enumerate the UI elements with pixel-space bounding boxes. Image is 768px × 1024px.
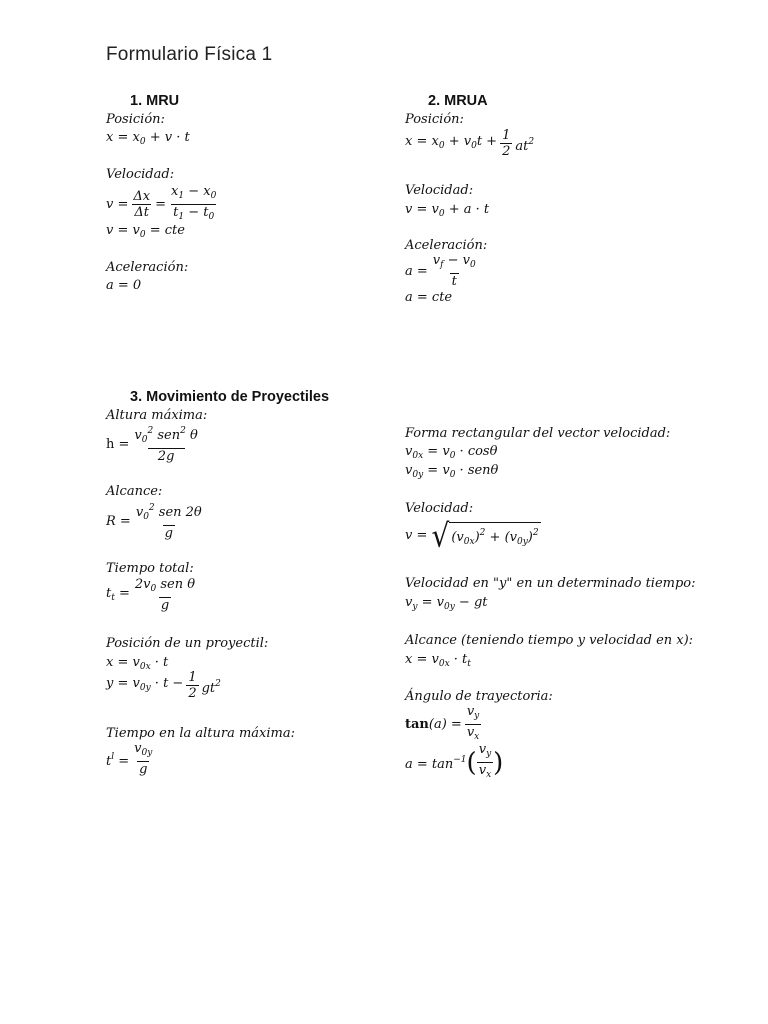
mru-velocity-label: Velocidad: bbox=[106, 167, 175, 182]
angulo-arctan-formula: $a = \tan^{-1}$ ( $\frac{v_y}{v_x}$ ) bbox=[405, 742, 503, 783]
mru-acceleration-formula: a = 0 bbox=[106, 278, 142, 293]
alcance-formula: R = $\frac{v_0^2 sen 2\theta}{g}$ bbox=[106, 503, 202, 541]
alcance-tv-label: Alcance (teniendo tiempo y velocidad en x): bbox=[405, 633, 694, 648]
mrua-velocity-formula: $v = v_0 + a \cdot t$ bbox=[405, 202, 490, 219]
velocidad-y-label: Velocidad en "y" en un determinado tiempo: bbox=[405, 576, 696, 591]
angulo-label: Ángulo de trayectoria: bbox=[405, 689, 553, 704]
altura-maxima-formula: h = $\frac{v_0^2 sen^2 \theta}{2g}$ bbox=[106, 426, 198, 464]
tiempo-total-label: Tiempo total: bbox=[106, 561, 194, 576]
alcance-label: Alcance: bbox=[106, 484, 163, 499]
mrua-acceleration-cte: a = cte bbox=[405, 290, 453, 305]
mrua-position-formula: $x = x_0 + v_0t$ + $\frac{1}{2}$ $at^2$ bbox=[405, 128, 535, 159]
mru-position-formula: $x = x_0 + v \cdot t$ bbox=[106, 130, 190, 147]
velocidad-label: Velocidad: bbox=[405, 501, 474, 516]
mru-position-label: Posición: bbox=[106, 112, 165, 127]
posicion-proyectil-x: $x = v_{0x} \cdot t$ bbox=[106, 655, 169, 672]
document-title: Formulario Física 1 bbox=[106, 44, 273, 65]
velocidad-formula: v = √ $(v_{0x})^2 + (v_{0y})^2$ bbox=[405, 516, 539, 555]
alcance-tv-formula: $x = v_{0x} \cdot t_t$ bbox=[405, 652, 471, 669]
velocidad-y-formula: $v_y = v_{0y}$ − gt bbox=[405, 595, 488, 612]
angulo-tan-formula: tan (a) = $\frac{v_y}{v_x}$ bbox=[405, 704, 484, 745]
section-heading-proyectiles: 3. Movimiento de Proyectiles bbox=[130, 389, 330, 405]
mru-velocity-cte: $v = v_0$ = cte bbox=[106, 223, 185, 240]
mrua-velocity-label: Velocidad: bbox=[405, 183, 474, 198]
posicion-proyectil-y: $y = v_{0y} \cdot t$ − $\frac{1}{2}$ $gt^2$ bbox=[106, 670, 221, 701]
altura-maxima-label: Altura máxima: bbox=[106, 408, 208, 423]
section-heading-mrua: 2. MRUA bbox=[428, 93, 488, 109]
forma-rectangular-label: Forma rectangular del vector velocidad: bbox=[405, 426, 671, 441]
section-heading-mru: 1. MRU bbox=[130, 93, 180, 109]
mrua-acceleration-label: Aceleración: bbox=[405, 238, 488, 253]
tiempo-total-formula: $t_t$ = $\frac{2v_0 sen \theta}{g}$ bbox=[106, 577, 196, 613]
mru-acceleration-label: Aceleración: bbox=[106, 260, 189, 275]
tiempo-altura-label: Tiempo en la altura máxima: bbox=[106, 726, 295, 741]
forma-rectangular-vy: $v_{0y} = v_0 \cdot sen\theta$ bbox=[405, 463, 499, 480]
mru-velocity-formula: v = $\frac{\Delta x}{\Delta t}$ = $\frac{x_1 - x_0}{t_1 - t_0}$ bbox=[106, 184, 221, 225]
mrua-position-label: Posición: bbox=[405, 112, 464, 127]
mrua-acceleration-formula: a = $\frac{v_f - v_0}{t}$ bbox=[405, 253, 476, 289]
posicion-proyectil-label: Posición de un proyectil: bbox=[106, 636, 269, 651]
forma-rectangular-vx: $v_{0x} = v_0 \cdot \cos\theta$ bbox=[405, 444, 498, 461]
tiempo-altura-formula: $t^l$ = $\frac{v_{0y}}{g}$ bbox=[106, 741, 153, 777]
